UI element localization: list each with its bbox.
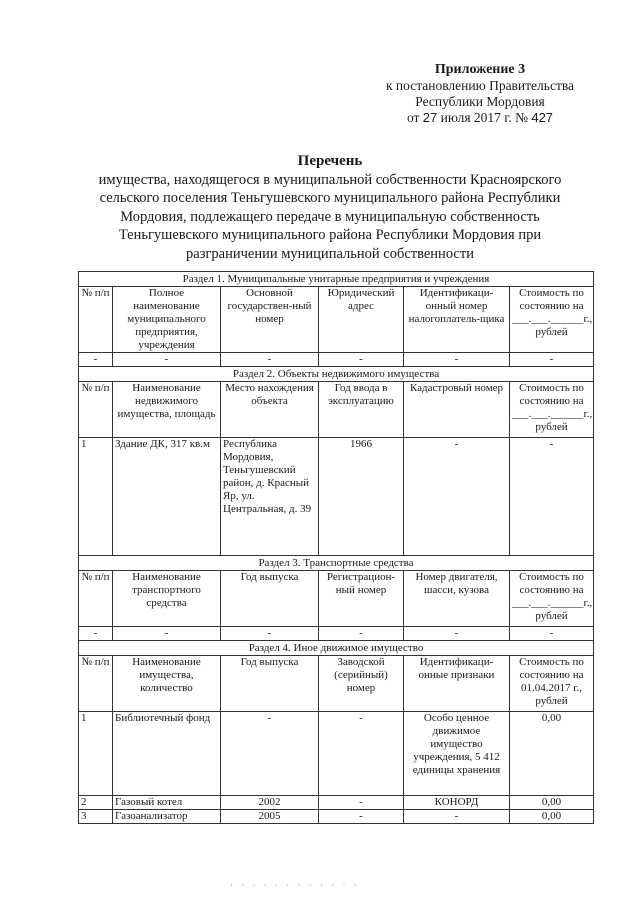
appendix-line-1: к постановлению Правительства xyxy=(385,78,575,93)
table-cell: - xyxy=(510,353,594,367)
table-cell: - xyxy=(221,627,319,641)
col-header: Наименование имущества, количество xyxy=(113,656,221,712)
appendix-header xyxy=(355,62,605,126)
col-header: Идентификаци-онный номер налогоплатель-щика xyxy=(404,287,510,353)
document-number: 427 xyxy=(531,110,554,125)
table-cell: 1966 xyxy=(319,438,404,556)
property-table xyxy=(78,271,594,824)
section-3-title: Раздел 3. Транспортные средства xyxy=(79,556,594,571)
col-header: № п/п xyxy=(79,571,113,627)
table-cell: - xyxy=(79,353,113,367)
table-cell: Газовый котел xyxy=(113,796,221,810)
col-header: № п/п xyxy=(79,287,113,353)
table-row xyxy=(79,438,594,556)
table-cell: - xyxy=(319,796,404,810)
table-cell: - xyxy=(221,353,319,367)
table-cell: 0,00 xyxy=(510,712,594,796)
section-4-header-row xyxy=(79,656,594,712)
col-header: Год выпуска xyxy=(221,571,319,627)
table-cell: 1 xyxy=(79,712,113,796)
table-cell: - xyxy=(404,353,510,367)
table-row xyxy=(79,712,594,796)
col-header: Номер двигателя, шасси, кузова xyxy=(404,571,510,627)
title-line-5: разграничении муниципальной собственности xyxy=(186,245,474,262)
document-title xyxy=(70,152,590,263)
title-line-3: Мордовия, подлежащего передаче в муниципальную собственность xyxy=(120,208,540,225)
table-cell: - xyxy=(319,627,404,641)
col-header: Стоимость по состоянию на ___.___.______г., рублей xyxy=(510,571,594,627)
table-cell: 2002 xyxy=(221,796,319,810)
col-header: Стоимость по состоянию на ___.___.______г., рублей xyxy=(510,382,594,438)
section-1-title-row xyxy=(79,272,594,287)
col-header: Регистрацион-ный номер xyxy=(319,571,404,627)
section-1-header-row xyxy=(79,287,594,353)
table-cell: Библиотечный фонд xyxy=(113,712,221,796)
table-cell: - xyxy=(404,438,510,556)
table-cell: - xyxy=(113,353,221,367)
table-cell: - xyxy=(319,810,404,824)
col-header: Полное наименование муниципального предприятия, учреждения xyxy=(113,287,221,353)
date-prefix: от xyxy=(406,110,420,125)
title-line-2: сельского поселения Теньгушевского муниципального района Республики xyxy=(99,190,561,206)
table-row xyxy=(79,627,594,641)
table-cell: 1 xyxy=(79,438,113,556)
table-cell: Газоанализатор xyxy=(113,810,221,824)
scan-artifact: · · · · · · · · · · · · xyxy=(230,880,360,890)
table-cell: 2 xyxy=(79,796,113,810)
col-header: № п/п xyxy=(79,382,113,438)
table-cell: Здание ДК, 317 кв.м xyxy=(113,438,221,556)
col-header: Основной государствен-ный номер xyxy=(221,287,319,353)
table-cell: - xyxy=(404,810,510,824)
title-line-4: Теньгушевского муниципального района Республики Мордовия при xyxy=(118,227,542,243)
section-3-title-row xyxy=(79,556,594,571)
section-2-header-row xyxy=(79,382,594,438)
section-4-title-row xyxy=(79,641,594,656)
table-row xyxy=(79,353,594,367)
col-header: Заводской (серийный) номер xyxy=(319,656,404,712)
col-header: Кадастровый номер xyxy=(404,382,510,438)
table-cell: - xyxy=(221,712,319,796)
title-heading: Перечень xyxy=(297,153,363,169)
section-4-title: Раздел 4. Иное движимое имущество xyxy=(79,641,594,656)
date-day: 27 xyxy=(422,110,438,125)
appendix-date-line xyxy=(355,110,605,126)
col-header: Наименование транспортного средства xyxy=(113,571,221,627)
table-cell: 0,00 xyxy=(510,810,594,824)
col-header: № п/п xyxy=(79,656,113,712)
title-line-1: имущества, находящегося в муниципальной собственности Красноярского xyxy=(98,171,562,188)
table-cell: Республика Мордовия, Теньгушевский район, д. Красный Яр, ул. Центральная, д. 39 xyxy=(221,438,319,556)
col-header: Стоимость по состоянию на ___.___.______г., рублей xyxy=(510,287,594,353)
appendix-line-2: Республики Мордовия xyxy=(415,94,545,109)
table-cell: 2005 xyxy=(221,810,319,824)
col-header: Наименование недвижимого имущества, площадь xyxy=(113,382,221,438)
table-cell: 0,00 xyxy=(510,796,594,810)
table-row xyxy=(79,796,594,810)
table-cell: - xyxy=(510,627,594,641)
col-header: Юридический адрес xyxy=(319,287,404,353)
section-1-title: Раздел 1. Муниципальные унитарные предприятия и учреждения xyxy=(79,272,594,287)
date-month-year: июля 2017 г. № xyxy=(440,110,528,125)
table-cell: - xyxy=(404,627,510,641)
table-cell: - xyxy=(319,353,404,367)
section-2-title: Раздел 2. Объекты недвижимого имущества xyxy=(79,367,594,382)
col-header: Идентификаци-онные признаки xyxy=(404,656,510,712)
table-cell: - xyxy=(319,712,404,796)
col-header: Стоимость по состоянию на 01.04.2017 г., рублей xyxy=(510,656,594,712)
section-2-title-row xyxy=(79,367,594,382)
col-header: Год ввода в эксплуатацию xyxy=(319,382,404,438)
col-header: Место нахождения объекта xyxy=(221,382,319,438)
table-cell: КОНОРД xyxy=(404,796,510,810)
appendix-heading: Приложение 3 xyxy=(434,62,526,77)
table-cell: Особо ценное движимое имущество учреждения, 5 412 единицы хранения xyxy=(404,712,510,796)
table-cell: - xyxy=(113,627,221,641)
table-row xyxy=(79,810,594,824)
section-3-header-row xyxy=(79,571,594,627)
table-cell: 3 xyxy=(79,810,113,824)
col-header: Год выпуска xyxy=(221,656,319,712)
table-cell: - xyxy=(510,438,594,556)
table-cell: - xyxy=(79,627,113,641)
